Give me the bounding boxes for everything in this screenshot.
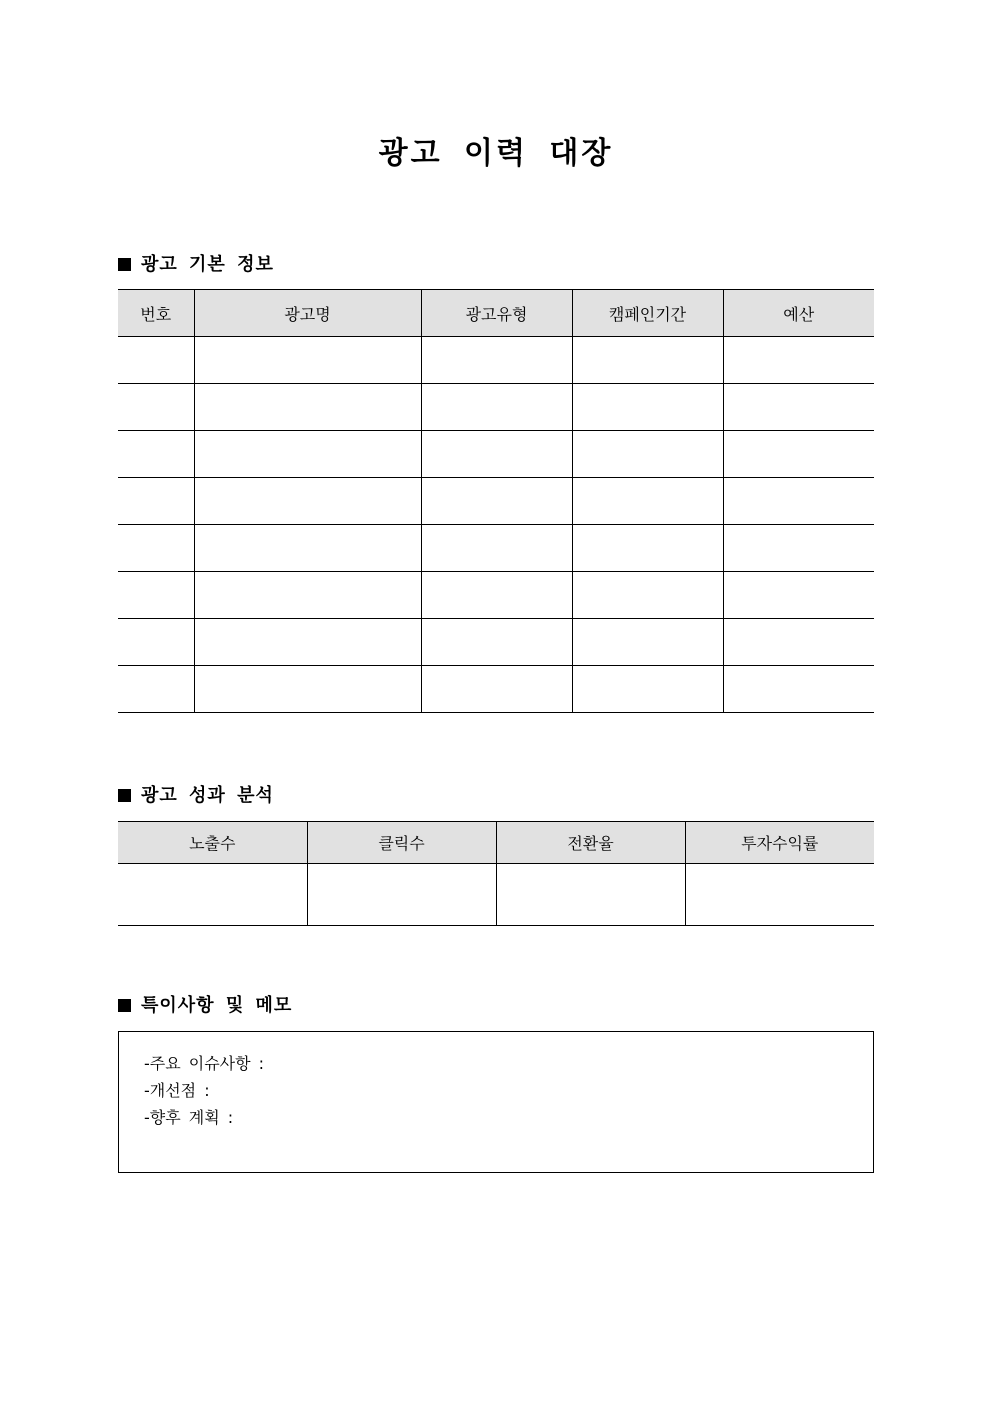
table-cell[interactable] xyxy=(118,525,194,572)
square-bullet-icon xyxy=(118,789,131,802)
section-heading-memo-label: 특이사항 및 메모 xyxy=(141,995,293,1016)
table-cell[interactable] xyxy=(118,666,194,713)
column-header-ad-type: 광고유형 xyxy=(421,290,572,337)
table-cell[interactable] xyxy=(572,337,723,384)
table-cell[interactable] xyxy=(118,337,194,384)
table-cell[interactable] xyxy=(421,384,572,431)
table-cell[interactable] xyxy=(194,619,421,666)
square-bullet-icon xyxy=(118,999,131,1012)
section-heading-memo xyxy=(118,993,292,1019)
document-title: 광고 이력 대장 xyxy=(378,136,614,171)
table-row xyxy=(118,525,874,572)
column-header-conversion-rate: 전환율 xyxy=(496,822,685,864)
table-cell[interactable] xyxy=(572,525,723,572)
memo-box[interactable] xyxy=(118,1031,874,1173)
table-cell[interactable] xyxy=(421,666,572,713)
performance-table xyxy=(118,821,874,926)
column-header-number: 번호 xyxy=(118,290,194,337)
table-cell[interactable] xyxy=(307,864,496,926)
basic-info-table xyxy=(118,289,874,713)
table-cell[interactable] xyxy=(572,619,723,666)
table-cell[interactable] xyxy=(118,431,194,478)
table-row xyxy=(118,666,874,713)
table-cell[interactable] xyxy=(572,431,723,478)
table-cell[interactable] xyxy=(723,572,874,619)
memo-item-future-plans: -향후 계획 : xyxy=(144,1108,234,1127)
table-cell[interactable] xyxy=(194,478,421,525)
square-bullet-icon xyxy=(118,258,131,271)
section-heading-basic-label: 광고 기본 정보 xyxy=(141,254,274,275)
section-heading-performance-label: 광고 성과 분석 xyxy=(141,785,274,806)
table-cell[interactable] xyxy=(194,525,421,572)
table-cell[interactable] xyxy=(572,478,723,525)
table-cell[interactable] xyxy=(194,384,421,431)
table-cell[interactable] xyxy=(723,619,874,666)
table-row xyxy=(118,864,874,926)
table-row xyxy=(118,431,874,478)
table-cell[interactable] xyxy=(421,525,572,572)
column-header-clicks: 클릭수 xyxy=(307,822,496,864)
table-cell[interactable] xyxy=(194,572,421,619)
table-cell[interactable] xyxy=(723,525,874,572)
table-cell[interactable] xyxy=(572,384,723,431)
table-cell[interactable] xyxy=(421,431,572,478)
section-heading-basic xyxy=(118,252,274,278)
memo-item-improvements: -개선점 : xyxy=(144,1081,210,1100)
table-cell[interactable] xyxy=(572,572,723,619)
table-cell[interactable] xyxy=(118,619,194,666)
memo-list xyxy=(119,1032,873,1131)
table-cell[interactable] xyxy=(421,572,572,619)
table-header-row xyxy=(118,822,874,864)
table-cell[interactable] xyxy=(421,478,572,525)
column-header-impressions: 노출수 xyxy=(118,822,307,864)
section-heading-performance xyxy=(118,783,274,809)
table-cell[interactable] xyxy=(118,478,194,525)
table-cell[interactable] xyxy=(496,864,685,926)
table-cell[interactable] xyxy=(723,431,874,478)
table-cell[interactable] xyxy=(194,666,421,713)
column-header-ad-name: 광고명 xyxy=(194,290,421,337)
column-header-budget: 예산 xyxy=(723,290,874,337)
table-cell[interactable] xyxy=(723,337,874,384)
table-row xyxy=(118,478,874,525)
table-cell[interactable] xyxy=(421,337,572,384)
table-row xyxy=(118,619,874,666)
table-cell[interactable] xyxy=(194,431,421,478)
table-cell[interactable] xyxy=(118,384,194,431)
column-header-roi: 투자수익률 xyxy=(685,822,874,864)
table-cell[interactable] xyxy=(685,864,874,926)
table-cell[interactable] xyxy=(572,666,723,713)
table-cell[interactable] xyxy=(723,384,874,431)
table-cell[interactable] xyxy=(194,337,421,384)
table-cell[interactable] xyxy=(118,572,194,619)
column-header-campaign-period: 캠페인기간 xyxy=(572,290,723,337)
table-cell[interactable] xyxy=(118,864,307,926)
memo-item-key-issues: -주요 이슈사항 : xyxy=(144,1054,265,1073)
table-header-row xyxy=(118,290,874,337)
table-row xyxy=(118,384,874,431)
table-cell[interactable] xyxy=(723,478,874,525)
table-cell[interactable] xyxy=(723,666,874,713)
table-row xyxy=(118,572,874,619)
table-cell[interactable] xyxy=(421,619,572,666)
basic-info-table-body xyxy=(118,337,874,713)
table-row xyxy=(118,337,874,384)
